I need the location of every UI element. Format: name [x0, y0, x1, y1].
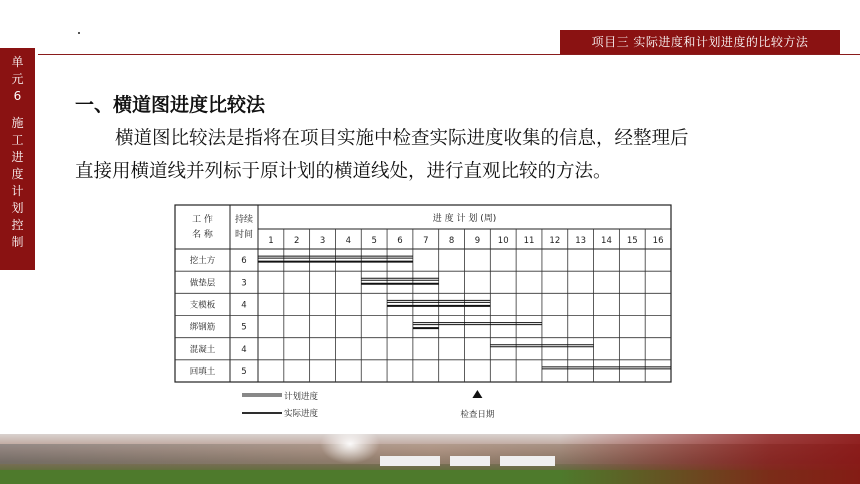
task-name: 挖土方 — [189, 256, 216, 267]
paragraph-line-1: 横道图比较法是指将在项目实施中检查实际进度收集的信息，经整理后 — [115, 128, 689, 149]
legend-actual-label: 实际进度 — [284, 409, 319, 419]
task-duration: 4 — [241, 300, 247, 311]
check-date-label: 检查日期 — [460, 410, 495, 420]
week-tick-label: 2 — [294, 236, 300, 246]
task-name: 回填土 — [189, 366, 216, 377]
week-tick-label: 13 — [575, 236, 587, 246]
week-tick-label: 6 — [397, 236, 403, 246]
unit-char: 单 — [11, 55, 24, 69]
week-tick-label: 3 — [319, 236, 326, 246]
section-heading: 一、横道图进度比较法 — [75, 94, 266, 116]
week-tick-label: 12 — [549, 236, 561, 246]
week-tick-label: 10 — [497, 236, 509, 246]
unit-title-char: 控 — [11, 218, 24, 232]
duration-header-line1: 持续 — [234, 215, 254, 225]
week-tick-label: 11 — [523, 236, 535, 246]
task-name: 混凝土 — [189, 344, 216, 355]
weeks-header: 进 度 计 划 (周) — [432, 214, 497, 224]
unit-number: 6 — [13, 89, 22, 103]
footer-photo-banner — [0, 434, 860, 484]
duration-header-line2: 时间 — [234, 230, 254, 240]
week-tick-label: 4 — [345, 236, 352, 246]
header-rule — [38, 54, 860, 55]
task-duration: 4 — [241, 344, 247, 355]
task-duration: 6 — [241, 256, 247, 267]
week-tick-label: 15 — [626, 236, 638, 246]
unit-title-char: 划 — [11, 201, 24, 215]
week-tick-label: 1 — [268, 236, 274, 246]
task-name: 绑钢筋 — [189, 322, 216, 333]
week-tick-label: 8 — [448, 236, 455, 246]
unit-title-char: 计 — [11, 184, 24, 198]
task-duration: 5 — [241, 366, 247, 377]
week-tick-label: 14 — [601, 236, 612, 246]
body-paragraph — [75, 122, 795, 188]
task-header-line2: 名 称 — [192, 230, 213, 240]
unit-sidebar — [0, 48, 35, 270]
unit-title-char: 工 — [11, 133, 24, 147]
week-tick-label: 7 — [423, 236, 429, 246]
task-duration: 5 — [241, 322, 247, 333]
unit-title-char: 进 — [11, 150, 24, 164]
gantt-figure — [170, 203, 675, 428]
unit-title-char: 制 — [11, 235, 24, 249]
legend-plan-label: 计划进度 — [284, 392, 319, 402]
project-title-label: 项目三 实际进度和计划进度的比较方法 — [560, 30, 840, 54]
check-date-marker-icon — [472, 390, 482, 398]
week-tick-label: 9 — [474, 236, 481, 246]
week-tick-label: 5 — [371, 236, 377, 246]
paragraph-line-2: 直接用横道线并列标于原计划的横道线处，进行直观比较的方法。 — [75, 161, 612, 182]
unit-title-char: 施 — [11, 116, 24, 130]
task-duration: 3 — [241, 278, 247, 289]
week-tick-label: 16 — [652, 236, 664, 246]
gantt-chart — [170, 203, 675, 428]
unit-char: 元 — [11, 72, 24, 86]
task-name: 支模板 — [189, 300, 216, 311]
unit-title-char: 度 — [11, 167, 24, 181]
task-name: 做垫层 — [189, 278, 216, 289]
task-header-line1: 工 作 — [192, 215, 213, 225]
decor-dot — [78, 32, 80, 34]
